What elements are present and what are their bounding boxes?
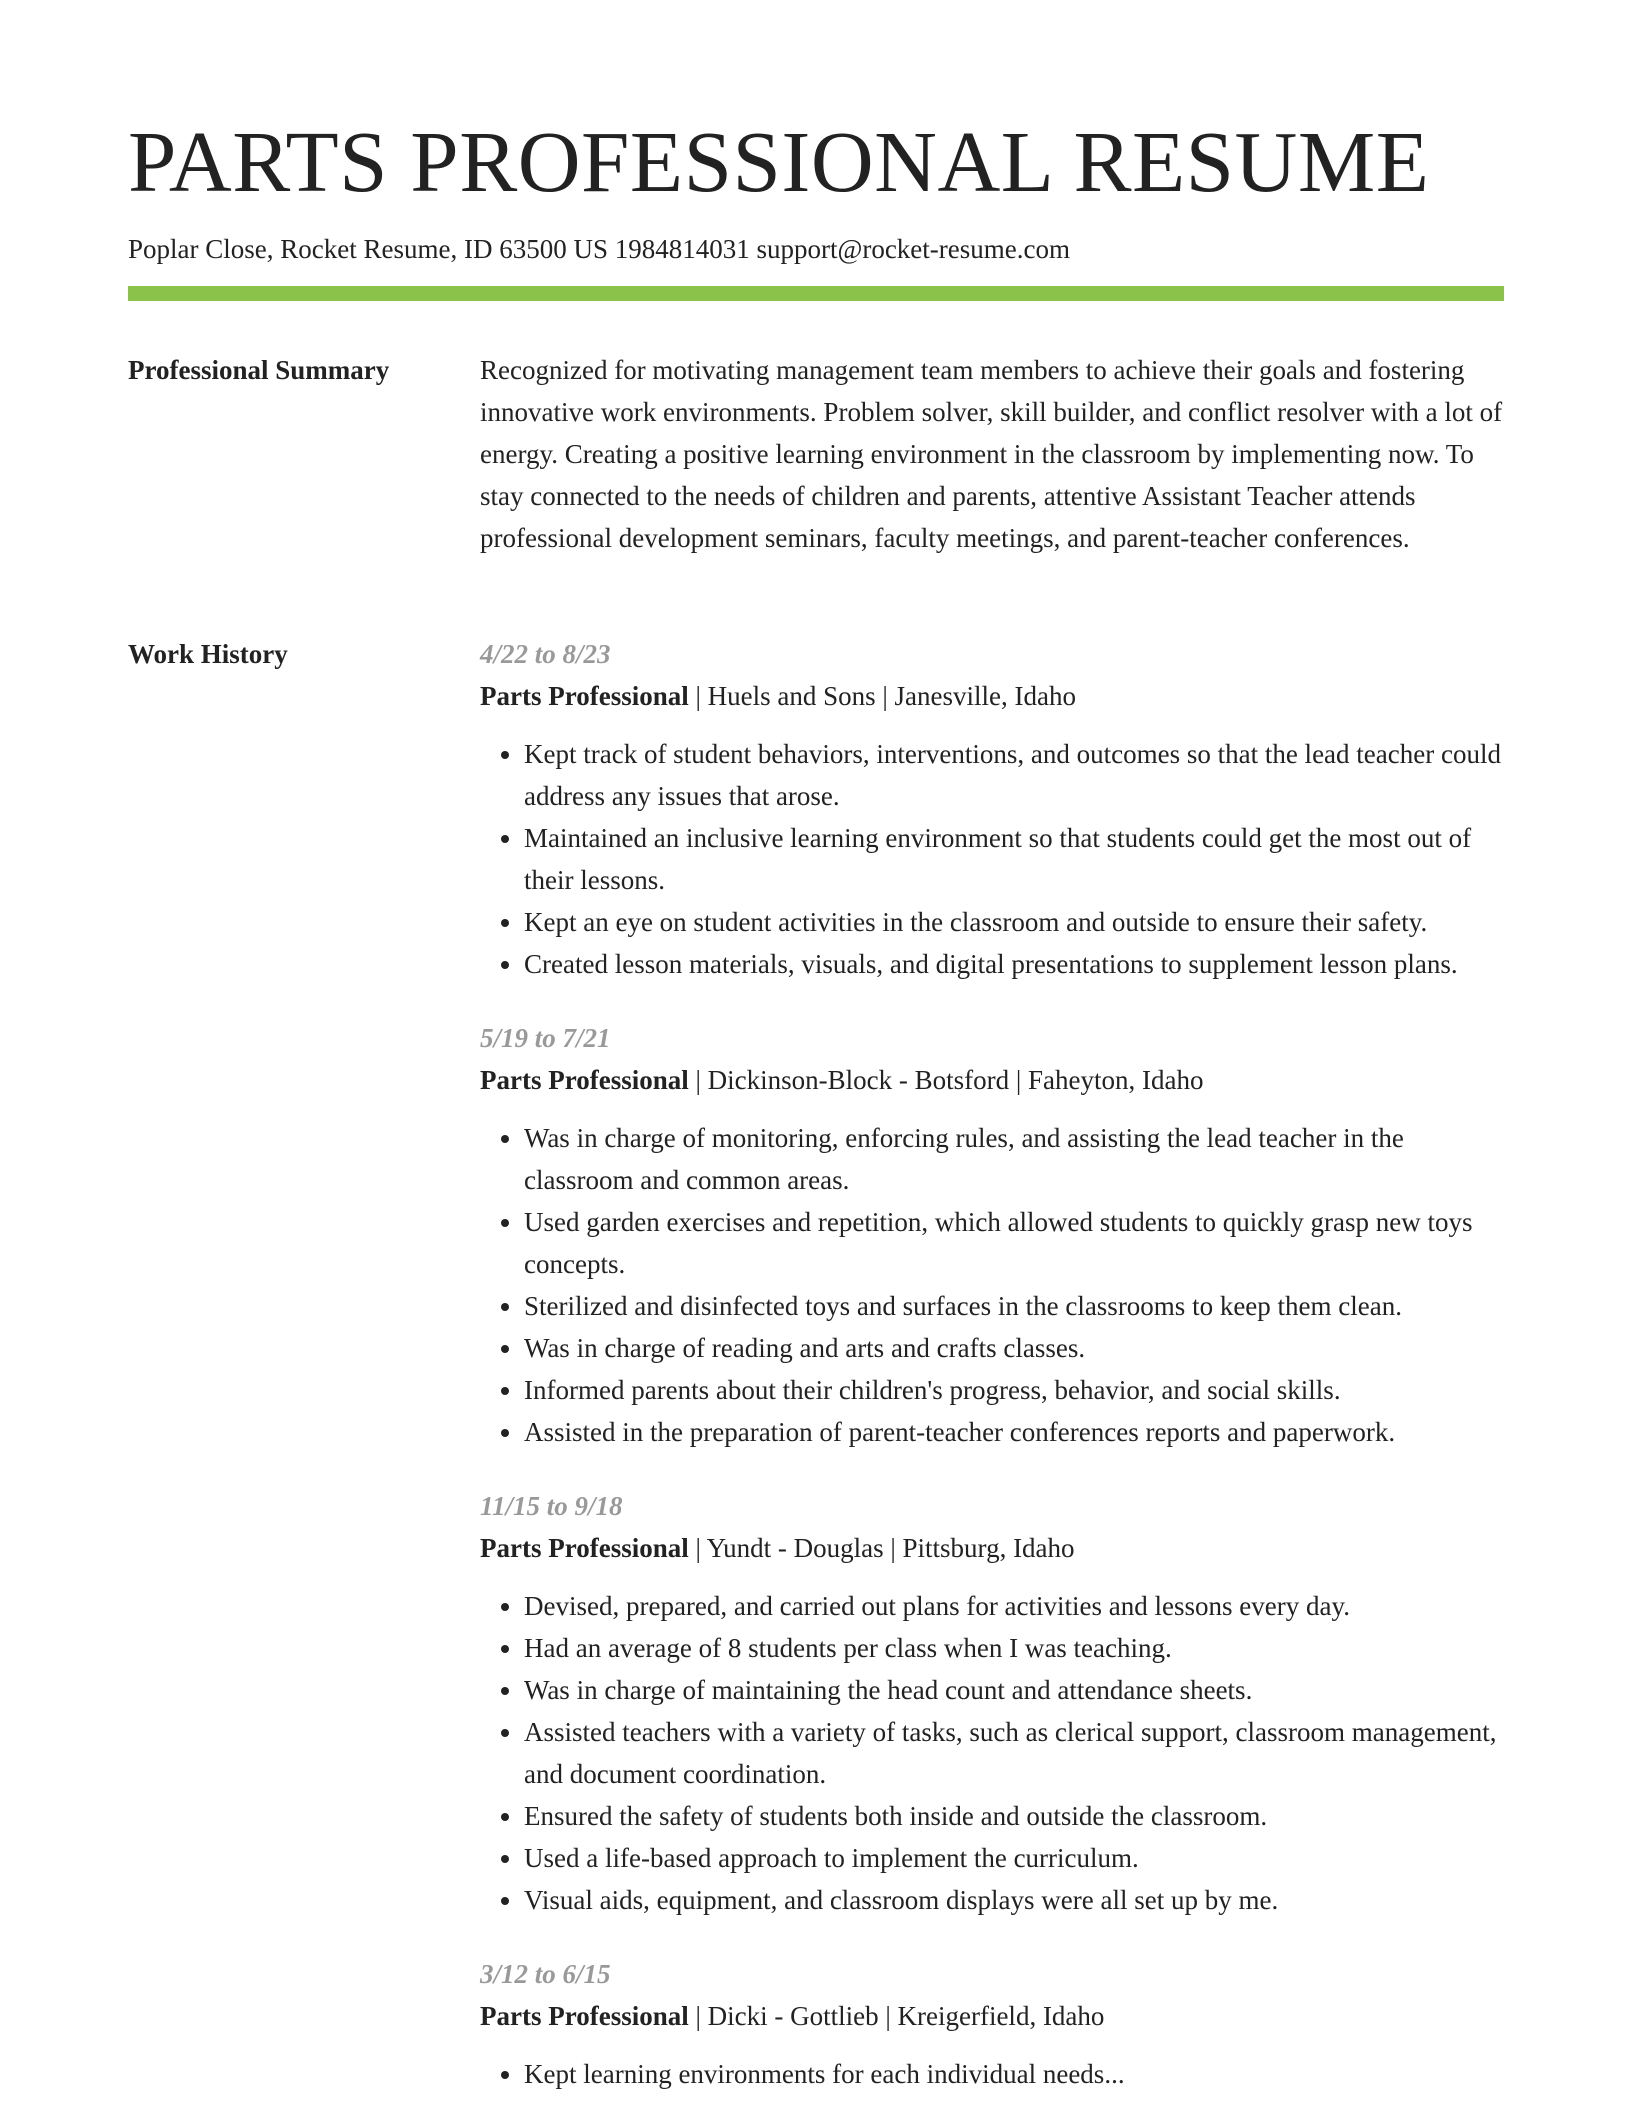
job-employer-location: | Dicki - Gottlieb | Kreigerfield, Idaho: [688, 2001, 1105, 2031]
job-employer-location: | Yundt - Douglas | Pittsburg, Idaho: [688, 1533, 1075, 1563]
work-history-body: [480, 633, 1504, 2112]
job-bullet: • Created lesson materials, visuals, and digital presentations to supplement lesson plans.: [524, 943, 1504, 985]
job-employer-location: | Dickinson-Block - Botsford | Faheyton, Idaho: [688, 1065, 1204, 1095]
job-bullet: • Maintained an inclusive learning environment so that students could get the most out of their lessons.: [524, 817, 1504, 901]
job-bullets: [480, 2053, 1504, 2095]
contact-line: Poplar Close, Rocket Resume, ID 63500 US 1984814031 support@rocket-resume.com: [128, 234, 1070, 264]
summary-label: Professional Summary: [128, 355, 390, 385]
job-bullet: • Had an average of 8 students per class when I was teaching.: [524, 1627, 1504, 1669]
job-dates: 4/22 to 8/23: [480, 639, 611, 669]
job-heading: [480, 1995, 1504, 2037]
job-entry: [480, 633, 1504, 985]
job-bullets: [480, 1117, 1504, 1453]
job-entry: [480, 1017, 1504, 1453]
job-bullet: • Ensured the safety of students both inside and outside the classroom.: [524, 1795, 1504, 1837]
job-bullet: • Assisted in the preparation of parent-teacher conferences reports and paperwork.: [524, 1411, 1504, 1453]
job-bullet: • Was in charge of monitoring, enforcing rules, and assisting the lead teacher in the classroom and common areas.: [524, 1117, 1504, 1201]
job-bullets: [480, 733, 1504, 985]
job-bullet: • Devised, prepared, and carried out plans for activities and lessons every day.: [524, 1585, 1504, 1627]
job-heading: [480, 1059, 1504, 1101]
job-bullet: • Informed parents about their children's progress, behavior, and social skills.: [524, 1369, 1504, 1411]
job-title: Parts Professional: [480, 681, 689, 711]
job-dates: 5/19 to 7/21: [480, 1023, 611, 1053]
job-bullet: • Kept an eye on student activities in the classroom and outside to ensure their safety.: [524, 901, 1504, 943]
job-entry: [480, 1953, 1504, 2095]
job-bullet: • Was in charge of reading and arts and crafts classes.: [524, 1327, 1504, 1369]
resume-title: PARTS PROFESSIONAL RESUME: [128, 113, 1430, 210]
job-heading: [480, 1527, 1504, 1569]
summary-text: Recognized for motivating management team members to achieve their goals and fostering innovative work environments. Problem solver, skill builder, and conflict resolver with a lot of energy. Creating a positive learning environment in the classroom by implementing now. To stay connected to the needs of children and parents, attentive Assistant Teacher attends professional development seminars, faculty meetings, and parent-teacher conferences.: [480, 355, 1503, 553]
job-title: Parts Professional: [480, 1065, 689, 1095]
job-bullet: • Used a life-based approach to implement the curriculum.: [524, 1837, 1504, 1879]
header-divider: [128, 286, 1504, 301]
job-bullets: [480, 1585, 1504, 1921]
job-entry: [480, 1485, 1504, 1921]
job-employer-location: | Huels and Sons | Janesville, Idaho: [688, 681, 1076, 711]
job-bullet: • Sterilized and disinfected toys and surfaces in the classrooms to keep them clean.: [524, 1285, 1504, 1327]
job-bullet: • Visual aids, equipment, and classroom displays were all set up by me.: [524, 1879, 1504, 1921]
summary-body: [480, 349, 1504, 559]
job-heading: [480, 675, 1504, 717]
job-bullet: • Was in charge of maintaining the head count and attendance sheets.: [524, 1669, 1504, 1711]
job-dates: 3/12 to 6/15: [480, 1959, 611, 1989]
job-bullet: • Used garden exercises and repetition, which allowed students to quickly grasp new toys concepts.: [524, 1201, 1504, 1285]
job-bullet: • Assisted teachers with a variety of tasks, such as clerical support, classroom management, and document coordination.: [524, 1711, 1504, 1795]
job-bullet: • Kept track of student behaviors, interventions, and outcomes so that the lead teacher could address any issues that arose.: [524, 733, 1504, 817]
job-dates: 11/15 to 9/18: [480, 1491, 623, 1521]
job-bullet: • Kept learning environments for each individual needs...: [524, 2053, 1504, 2095]
job-title: Parts Professional: [480, 2001, 689, 2031]
work-history-label: Work History: [128, 639, 288, 669]
job-title: Parts Professional: [480, 1533, 689, 1563]
